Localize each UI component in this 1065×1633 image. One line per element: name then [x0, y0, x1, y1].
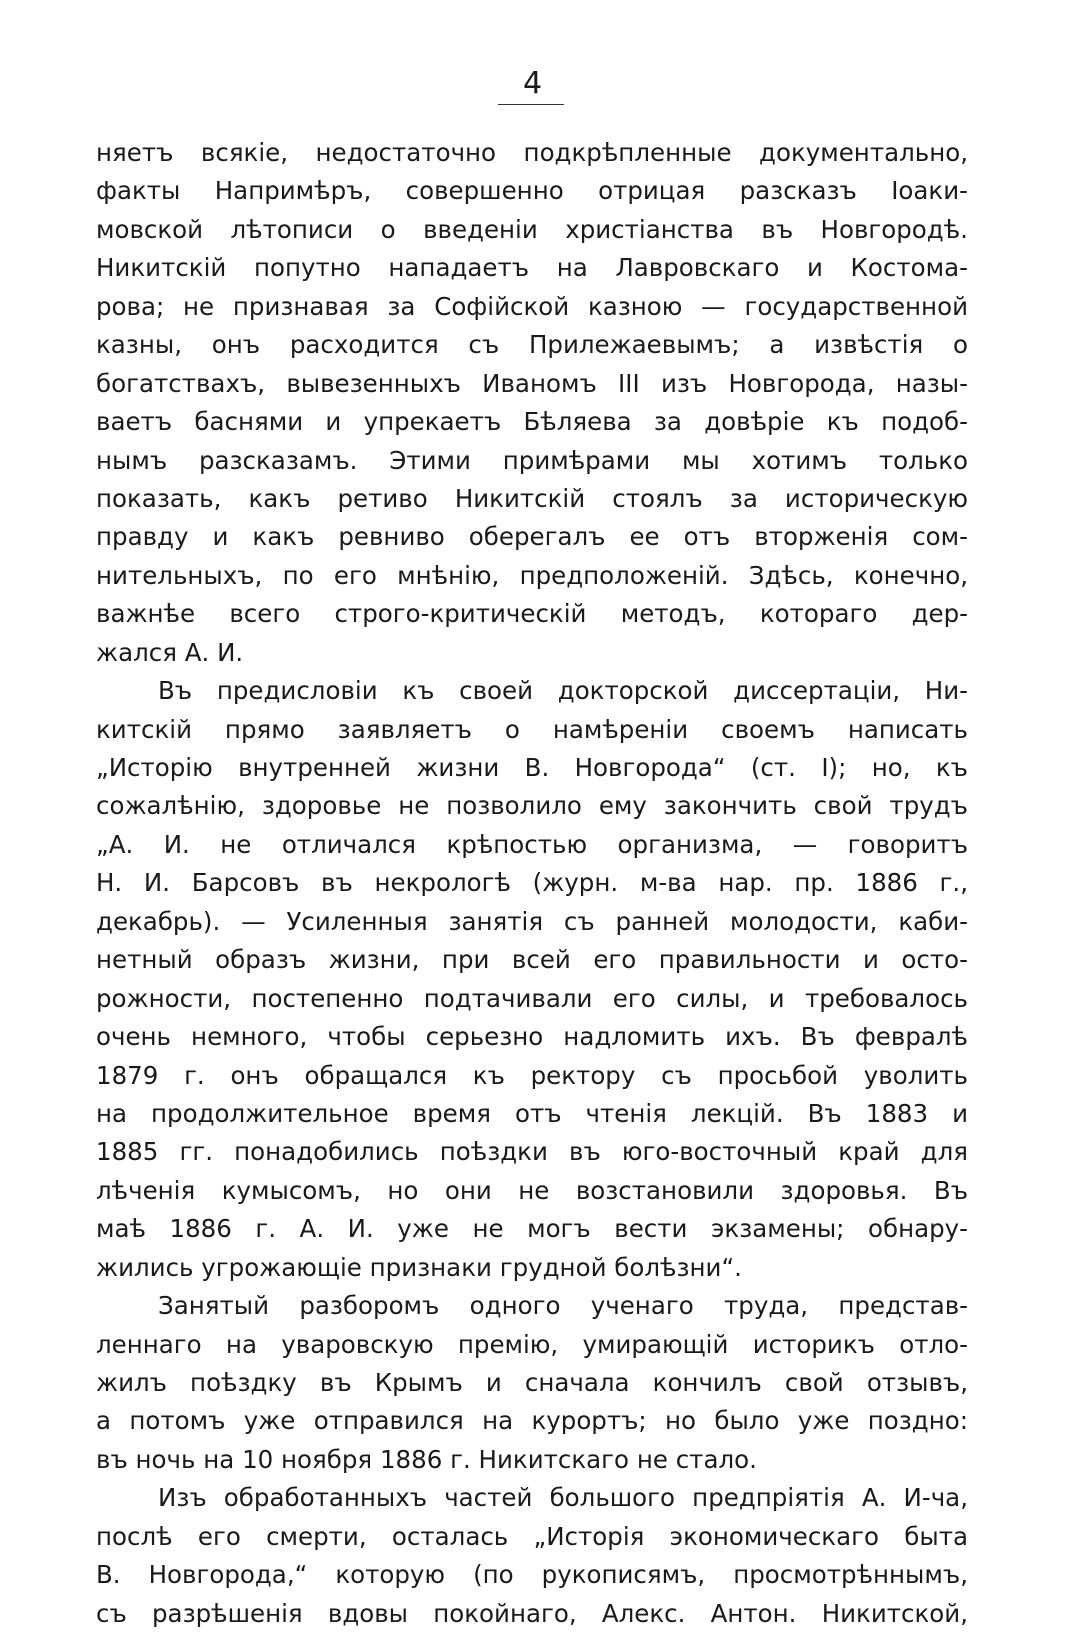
text-line: маѣ 1886 г. А. И. уже не могъ вести экзамены; обнару- — [96, 1214, 968, 1244]
text-line: жилъ поѣздку въ Крымъ и сначала кончилъ свой отзывъ, — [96, 1368, 968, 1397]
body-text — [96, 134, 968, 1633]
text-line: сожалѣнію, здоровье не позволило ему закончить свой трудъ — [96, 791, 968, 821]
text-line: на продолжительное время отъ чтенія лекцій. Въ 1883 и — [96, 1098, 968, 1128]
text-line: богатствахъ, вывезенныхъ Иваномъ III изъ Новгорода, назы- — [96, 368, 968, 398]
text-line: очень немного, чтобы серьезно надломить ихъ. Въ февралѣ — [96, 1022, 968, 1052]
text-line: правду и какъ ревниво оберегалъ ее отъ вторженія сом- — [96, 522, 968, 552]
page-number: 4 — [522, 66, 543, 101]
text-line: Н. И. Барсовъ въ некрологѣ (журн. м-ва нар. пр. 1886 г., — [96, 868, 968, 898]
text-line: „Исторію внутренней жизни В. Новгорода“ (ст. I); но, къ — [96, 753, 968, 782]
text-line: 1879 г. онъ обращался къ ректору съ просьбой уволить — [96, 1060, 968, 1090]
paragraph-first-line: Изъ обработанныхъ частей большого предпріятія А. И-ча, — [158, 1483, 968, 1513]
text-line: 1885 гг. понадобились поѣздки въ юго-восточный край для — [96, 1137, 968, 1167]
text-line: „А. И. не отличался крѣпостью организма, — говоритъ — [96, 829, 968, 859]
text-line: леннаго на уваровскую премію, умирающій историкъ отло- — [96, 1329, 968, 1359]
text-line: рова; не признавая за Софійской казною — государственной — [96, 291, 968, 321]
text-line: послѣ его смерти, осталась „Исторія экономическаго быта — [96, 1521, 968, 1551]
text-line: а потомъ уже отправился на курортъ; но было уже поздно: — [96, 1406, 968, 1436]
text-line: факты Напримѣръ, совершенно отрицая разсказъ Іоаки- — [96, 176, 968, 206]
text-line: няетъ всякіе, недостаточно подкрѣпленные документально, — [96, 138, 968, 167]
paragraph-first-line: Занятый разборомъ одного ученаго труда, представ- — [158, 1291, 968, 1321]
text-line: нительныхъ, по его мнѣнію, предположеній. Здѣсь, конечно, — [96, 560, 968, 590]
text-line: въ ночь на 10 ноября 1886 г. Никитскаго не стало. — [96, 1444, 757, 1474]
text-line: важнѣе всего строго-критическій методъ, котораго дер- — [96, 599, 968, 629]
text-line: лѣченія кумысомъ, но они не возстановили здоровья. Въ — [96, 1175, 968, 1205]
text-line: съ разрѣшенія вдовы покойнаго, Алекс. Антон. Никитской, — [96, 1598, 968, 1628]
text-line: В. Новгорода,“ которую (по рукописямъ, просмотрѣннымъ, — [96, 1560, 968, 1590]
text-line: ваетъ баснями и упрекаетъ Бѣляева за довѣріе къ подоб- — [96, 407, 968, 437]
text-line: декабрь). — Усиленныя занятія съ ранней молодости, каби- — [96, 906, 968, 936]
text-line: жились угрожающіе признаки грудной болѣзни“. — [96, 1252, 742, 1282]
text-line: нетный образъ жизни, при всей его правильности и осто- — [96, 945, 968, 975]
paragraph-first-line: Въ предисловіи къ своей докторской диссертаціи, Ни- — [158, 676, 968, 706]
text-line: показать, какъ ретиво Никитскій стоялъ за историческую — [96, 483, 968, 513]
text-line: китскій прямо заявляетъ о намѣреніи своемъ написать — [96, 714, 968, 744]
text-line: мовской лѣтописи о введеніи христіанства въ Новгородѣ. — [96, 214, 968, 244]
text-line: рожности, постепенно подтачивали его силы, и требовалось — [96, 983, 968, 1013]
page-number-rule — [498, 104, 564, 105]
text-line: жался А. И. — [96, 637, 244, 667]
text-line: Никитскій попутно нападаетъ на Лавровскаго и Костома- — [96, 253, 968, 283]
text-line: казны, онъ расходится съ Прилежаевымъ; а извѣстія о — [96, 330, 968, 360]
text-line: нымъ разсказамъ. Этими примѣрами мы хотимъ только — [96, 445, 968, 475]
